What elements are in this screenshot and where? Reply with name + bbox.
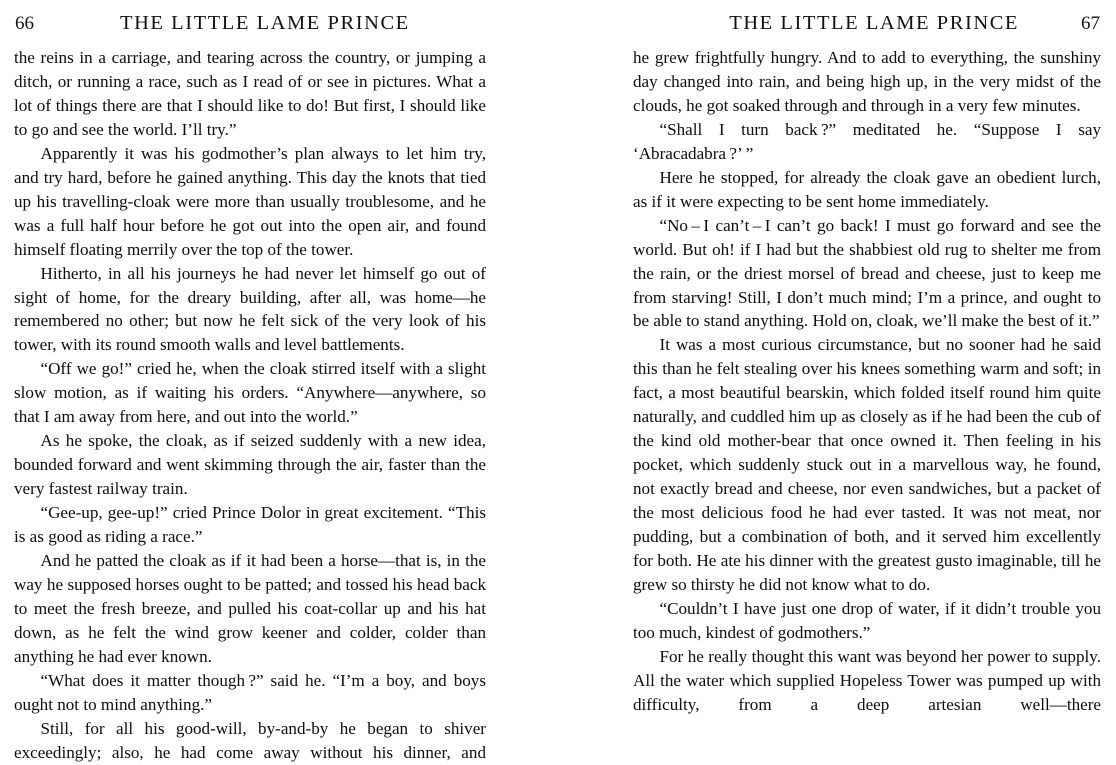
- paragraph: the reins in a carriage, and tearing across the country, or jumping a ditch, or running a race, such as I read of or see in pictures. What a lot of things there are that I should like to do! But first, I should like to go and see the world. I’ll try.”: [14, 48, 486, 139]
- left-page-text-column: [14, 46, 486, 765]
- right-page: [558, 0, 1116, 714]
- paragraph: And he patted the cloak as if it had been a horse—that is, in the way he supposed horses ought to be patted; and tossed his head back to meet the fresh breeze, and pulled his coat-collar up and his hat down, as he felt the wind grow keener and colder, colder than anything he had ever known.: [14, 551, 486, 666]
- paragraph: Here he stopped, for already the cloak gave an obedient lurch, as if it were expecting to be sent home immediately.: [633, 167, 1101, 211]
- paragraph: “What does it matter though ?” said he. “I’m a boy, and boys ought not to mind anything.”: [14, 670, 486, 714]
- paragraph: Still, for all his good-will, by-and-by he began to shiver exceedingly; also, he had come away without his dinner, and: [14, 718, 486, 762]
- paragraph: As he spoke, the cloak, as if seized suddenly with a new idea, bounded forward and went skimming through the air, faster than the very fastest railway train.: [14, 431, 486, 499]
- paragraph: “Off we go!” cried he, when the cloak stirred itself with a slight slow motion, as if waiting his orders. “Anywhere—anywhere, so that I am away from here, and out into the world.”: [14, 359, 486, 427]
- paragraph: It was a most curious circumstance, but no sooner had he said this than he felt stealing over his knees something warm and soft; in fact, a most beautiful bearskin, which folded itself round him quite naturally, and cuddled him up as closely as if he had been the cub of the kind old mother-bear that once owned it. Then feeling in his pocket, which suddenly stuck out in a marvellous way, he found, not exactly bread and cheese, nor even sandwiches, but a packet of the most delicious food he had ever tasted. It was not meat, nor pudding, but a combination of both, and it served him excellently for both. He ate his dinner with the greatest gusto imaginable, till he grew so thirsty he did not know what to do.: [633, 335, 1101, 594]
- paragraph: For he really thought this want was beyond her power to supply. All the water which supplied Hopeless Tower was pumped up with difficulty, from a deep artesian well—there: [633, 646, 1101, 714]
- paragraph: “No – I can’t – I can’t go back! I must go forward and see the world. But oh! if I had but the shabbiest old rug to shelter me from the rain, or the driest morsel of bread and cheese, just to keep me from starving! Still, I don’t much mind; I’m a prince, and ought to be able to stand anything. Hold on, cloak, we’ll make the best of it.”: [633, 215, 1101, 331]
- left-page-folio: 66: [15, 13, 34, 34]
- paragraph: “Gee-up, gee-up!” cried Prince Dolor in great excitement. “This is as good as riding a race.”: [14, 503, 486, 547]
- left-page-running-head: [0, 12, 558, 38]
- paragraph: he grew frightfully hungry. And to add to everything, the sunshiny day changed into rain, and being high up, in the very midst of the clouds, he got soaked through and through in a very few minutes.: [633, 48, 1101, 115]
- paragraph: “Couldn’t I have just one drop of water, if it didn’t trouble you too much, kindest of godmothers.”: [633, 598, 1101, 642]
- right-page-running-head: [558, 12, 1116, 38]
- right-page-folio: 67: [1081, 13, 1100, 34]
- paragraph: Hitherto, in all his journeys he had never let himself go out of sight of home, for the dreary building, after all, was home—he remembered no other; but now he felt sick of the very look of his tower, with its round smooth walls and level battlements.: [14, 263, 486, 355]
- right-page-text-column: [633, 46, 1101, 717]
- left-page: [0, 0, 558, 762]
- right-page-running-head-title: THE LITTLE LAME PRINCE: [729, 12, 1019, 34]
- left-page-running-head-title: THE LITTLE LAME PRINCE: [120, 12, 410, 34]
- paragraph: Apparently it was his godmother’s plan always to let him try, and try hard, before he gained anything. This day the knots that tied up his travelling-cloak were more than usually troublesome, and he was a full half hour before he got out into the open air, and found himself floating merrily over the top of the tower.: [14, 143, 486, 259]
- paragraph: “Shall I turn back ?” meditated he. “Suppose I say ‘Abracadabra ?’ ”: [633, 119, 1101, 163]
